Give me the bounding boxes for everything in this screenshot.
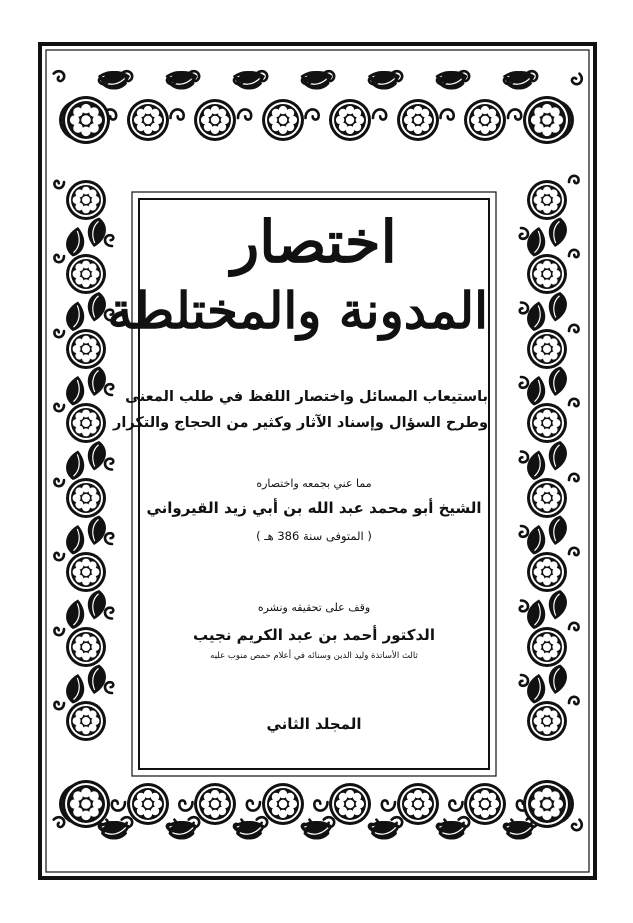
- death-date: ( المتوفى سنة 386 هـ ): [256, 529, 372, 543]
- volume-label: المجلد الثاني: [266, 715, 362, 733]
- leaf-scroll-icon: [373, 109, 386, 119]
- leaf-scroll-icon: [569, 697, 579, 704]
- rosette-icon: [464, 99, 506, 141]
- editor-intro: وقف على تحقيقه ونشره: [257, 601, 371, 614]
- rosette-icon: [194, 783, 236, 825]
- leaf-scroll-icon: [112, 800, 125, 810]
- leaf-scroll-icon: [85, 514, 108, 547]
- title-line-2: المدونة والمختلطة: [107, 281, 488, 340]
- rosette-icon: [527, 627, 567, 667]
- leaf-scroll-icon: [520, 303, 528, 314]
- leaf-scroll-icon: [64, 523, 87, 556]
- leaf-scroll-icon: [571, 73, 584, 86]
- title-line-1: اختصار: [231, 208, 397, 276]
- rosette-icon: [527, 403, 567, 443]
- rosette-icon: [527, 701, 567, 741]
- leaf-scroll-icon: [306, 109, 319, 119]
- leaf-scroll-icon: [85, 663, 108, 696]
- leaf-scroll-icon: [569, 176, 579, 183]
- leaf-scroll-icon: [546, 514, 569, 547]
- leaf-scroll-icon: [520, 526, 528, 537]
- leaf-scroll-icon: [525, 225, 548, 258]
- editor-title: ثالث الأساتذة وليد الدين وسنائه في أعلام حمص منوب عليه: [210, 651, 418, 661]
- leaf-scroll-icon: [314, 800, 327, 810]
- leaf-scroll-icon: [54, 553, 64, 560]
- subtitle-line-2: وطرح السؤال وإسناد الآثار وكثير من الحجاج والتكرار: [113, 415, 488, 431]
- leaf-scroll-icon: [520, 377, 528, 388]
- rosette-icon: [527, 180, 567, 220]
- rosette-icon: [66, 701, 106, 741]
- leaf-scroll-icon: [54, 702, 64, 709]
- leaf-scroll-icon: [546, 663, 569, 696]
- leaf-scroll-icon: [449, 800, 462, 810]
- rosette-icon: [523, 96, 571, 144]
- leaf-scroll-icon: [546, 365, 569, 398]
- leaf-scroll-icon: [525, 672, 548, 705]
- rosette-icon: [66, 180, 106, 220]
- leaf-scroll-icon: [569, 399, 579, 406]
- leaf-scroll-icon: [520, 228, 528, 239]
- rosette-icon: [329, 783, 371, 825]
- leaf-scroll-icon: [64, 300, 87, 333]
- leaf-scroll-icon: [64, 598, 87, 631]
- rosette-icon: [62, 96, 110, 144]
- leaf-scroll-icon: [85, 439, 108, 472]
- rosette-icon: [127, 99, 169, 141]
- author-name: الشيخ أبو محمد عبد الله بن أبي زيد القيرواني: [146, 499, 482, 517]
- leaf-scroll-icon: [525, 374, 548, 407]
- rosette-icon: [194, 99, 236, 141]
- leaf-scroll-icon: [105, 459, 113, 470]
- leaf-scroll-icon: [54, 255, 64, 262]
- leaf-scroll-icon: [569, 623, 579, 630]
- rosette-icon: [262, 99, 304, 141]
- rosette-icon: [66, 627, 106, 667]
- leaf-scroll-icon: [105, 608, 113, 619]
- leaf-scroll-icon: [571, 819, 584, 832]
- leaf-scroll-icon: [520, 675, 528, 686]
- leaf-scroll-icon: [546, 588, 569, 621]
- leaf-scroll-icon: [54, 330, 64, 337]
- leaf-scroll-icon: [441, 109, 454, 119]
- leaf-scroll-icon: [525, 449, 548, 482]
- leaf-scroll-icon: [179, 800, 192, 810]
- leaf-scroll-icon: [85, 290, 108, 323]
- rosette-icon: [527, 254, 567, 294]
- rosette-icon: [464, 783, 506, 825]
- rosette-icon: [66, 254, 106, 294]
- leaf-scroll-icon: [525, 300, 548, 333]
- rosette-icon: [397, 783, 439, 825]
- leaf-scroll-icon: [54, 404, 64, 411]
- leaf-scroll-icon: [54, 479, 64, 486]
- leaf-scroll-icon: [569, 474, 579, 481]
- leaf-scroll-icon: [53, 69, 66, 82]
- leaf-scroll-icon: [105, 682, 113, 693]
- rosette-icon: [66, 329, 106, 369]
- leaf-scroll-icon: [508, 109, 521, 119]
- rosette-icon: [262, 783, 304, 825]
- leaf-scroll-icon: [247, 800, 260, 810]
- leaf-scroll-icon: [382, 800, 395, 810]
- leaf-scroll-icon: [569, 548, 579, 555]
- leaf-scroll-icon: [525, 523, 548, 556]
- title-panel: [107, 198, 490, 770]
- rosette-icon: [127, 783, 169, 825]
- leaf-scroll-icon: [546, 439, 569, 472]
- leaf-scroll-icon: [64, 374, 87, 407]
- leaf-scroll-icon: [520, 452, 528, 463]
- leaf-scroll-icon: [54, 181, 64, 188]
- rosette-icon: [66, 552, 106, 592]
- rosette-icon: [66, 403, 106, 443]
- rosette-icon: [523, 780, 571, 828]
- rosette-icon: [527, 552, 567, 592]
- leaf-scroll-icon: [85, 588, 108, 621]
- leaf-scroll-icon: [569, 325, 579, 332]
- leaf-scroll-icon: [64, 449, 87, 482]
- leaf-scroll-icon: [525, 598, 548, 631]
- leaf-scroll-icon: [520, 601, 528, 612]
- leaf-scroll-icon: [546, 290, 569, 323]
- leaf-scroll-icon: [105, 235, 113, 246]
- leaf-scroll-icon: [546, 216, 569, 249]
- leaf-scroll-icon: [105, 384, 113, 395]
- rosette-icon: [527, 478, 567, 518]
- leaf-scroll-icon: [238, 109, 251, 119]
- leaf-scroll-icon: [569, 250, 579, 257]
- author-intro: مما عني بجمعه واختصاره: [256, 477, 372, 490]
- rosette-icon: [329, 99, 371, 141]
- leaf-scroll-icon: [54, 628, 64, 635]
- leaf-scroll-icon: [64, 225, 87, 258]
- leaf-scroll-icon: [105, 533, 113, 544]
- leaf-scroll-icon: [85, 365, 108, 398]
- leaf-scroll-icon: [171, 109, 184, 119]
- leaf-scroll-icon: [64, 672, 87, 705]
- subtitle-line-1: باستيعاب المسائل واختصار اللفظ في طلب المعنى: [125, 389, 488, 405]
- rosette-icon: [397, 99, 439, 141]
- leaf-scroll-icon: [85, 216, 108, 249]
- rosette-icon: [66, 478, 106, 518]
- rosette-icon: [62, 780, 110, 828]
- rosette-icon: [527, 329, 567, 369]
- editor-name: الدكتور أحمد بن عبد الكريم نجيب: [193, 626, 435, 644]
